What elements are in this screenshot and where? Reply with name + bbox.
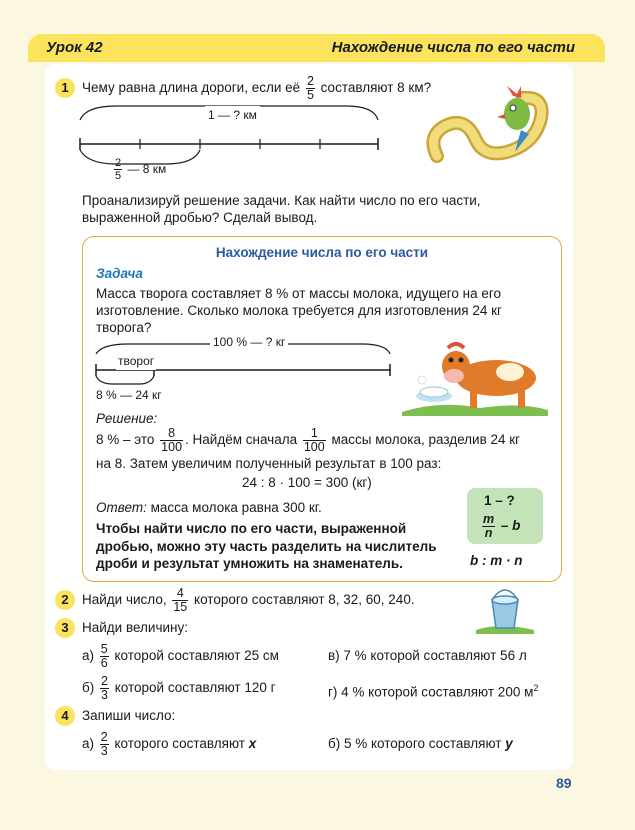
task-1-fraction [306,75,315,102]
milk-total-label: 100 % — ? кг [210,333,288,351]
task-1-question-end: составляют 8 км? [320,80,432,95]
task-3-item-b [82,674,276,702]
cow-spot [496,363,524,381]
road-part-value: — 8 км [127,162,167,176]
task-3-a-fraction [100,643,109,670]
fraction-denominator: 3 [100,743,108,758]
task-3-item-v: в) 7 % которой составляют 56 л [328,648,527,663]
conclusion-line-3: дроби и результат умножить на знаменатель. [96,556,403,571]
lesson-header [28,34,605,62]
solution-text-b: . Найдём сначала [185,432,298,447]
solution-line-1 [96,426,520,454]
formula-fraction [482,513,495,540]
item-text: которой составляют 25 см [114,648,279,663]
fraction-denominator: 3 [101,687,108,702]
lesson-topic: Нахождение числа по его части [331,39,575,56]
task-3-text: Найди величину: [82,620,188,635]
lesson-number: Урок 42 [46,39,103,56]
conclusion-line-1: Чтобы найти число по его части, выраженной [96,521,407,536]
task-1-question-start: Чему равна длина дороги, если её [82,80,301,95]
fraction-numerator: 2 [306,73,314,88]
task-1-question [82,74,431,102]
item-text: б) 5 % которого составляют [328,736,502,751]
fraction-denominator: 100 [303,439,325,454]
answer-line [96,499,322,517]
cow-eye [459,358,464,363]
formula-bottom: b : m · n [470,553,523,568]
fraction-numerator: m [483,511,495,526]
task-1-instruction-line-2: выраженной дробью? Сделай вывод. [82,210,318,225]
fraction-numerator: 2 [101,673,108,688]
road-part-label [112,156,166,182]
fraction-numerator: 8 [160,427,183,441]
task-3-item-g [328,679,538,702]
parrot-crest [507,86,521,98]
item-text: г) 4 % которой составляют 200 м [328,684,534,700]
item-label: б) [82,680,95,695]
cow-eye [449,358,454,363]
task-2-number: 2 [55,590,75,610]
cow-illustration [400,336,550,416]
variable-x: x [248,736,257,751]
parrot-eye [510,105,516,111]
rule-title: Нахождение числа по его части [215,245,429,260]
fraction-denominator: 100 [161,439,183,454]
conclusion-line-2: дробью, можно эту часть разделить на числитель [96,539,437,554]
flower-icon [418,376,426,384]
fraction-numerator: 2 [115,157,122,170]
fraction-numerator: 5 [100,641,108,656]
milk-part-name: творог [118,354,155,368]
problem-line-2: изготовление. Сколько молока требуется для изготовления 24 кг [96,303,502,318]
cow-leg [518,390,525,408]
solution-label: Решение: [96,411,158,426]
solution-text-c: массы молока, разделив 24 кг [331,432,521,447]
problem-line-3: творога? [96,320,152,335]
fraction-denominator: 6 [100,655,108,670]
fraction-numerator: 2 [100,729,108,744]
bucket-rim [492,596,518,604]
task-1-instruction-line-1: Проанализируй решение задачи. Как найти число по его части, [82,193,481,208]
solution-fraction-1 [160,427,183,454]
task-3-b-fraction [100,675,109,702]
cottage-cheese [420,387,448,397]
solution-text-a: 8 % – это [96,432,155,447]
task-3-number: 3 [55,618,75,638]
cow-bow [448,344,464,348]
cow-muzzle [444,369,464,383]
road-total-label: 1 — ? км [205,106,260,124]
cow-leg [470,390,477,408]
task-4-item-b [328,735,513,753]
milk-part-label: 8 % — 24 кг [96,388,162,402]
task-2-text [82,586,415,614]
item-label: а) [82,736,95,751]
fraction-denominator: 5 [306,87,314,102]
page-number: 89 [556,775,572,791]
task-2-text-end: которого составляют 8, 32, 60, 240. [194,592,415,607]
unit-exponent: 2 [533,683,539,693]
milk-part-brace [96,376,154,384]
task-4-number: 4 [55,706,75,726]
item-text: которой составляют 120 г [114,680,276,695]
parrot-beak [497,114,505,119]
answer-text: масса молока равна 300 кг. [150,500,322,515]
fraction-denominator: n [484,525,493,540]
snake-parrot-illustration [425,86,565,186]
parrot-body [504,98,530,130]
task-4-text: Запиши число: [82,708,176,723]
item-label: а) [82,648,95,663]
bucket-illustration [470,586,540,634]
problem-label: Задача [96,266,143,281]
problem-line-1: Масса творога составляет 8 % от массы молока, идущего на его [96,286,502,301]
answer-label: Ответ: [96,500,147,515]
task-2-fraction [172,587,188,614]
task-3-item-a [82,642,279,670]
task-4-item-a [82,730,256,758]
fraction-denominator: 5 [115,170,122,183]
solution-line-2: на 8. Затем увеличим полученный результат в 100 раз: [96,456,442,471]
task-2-text-start: Найди число, [82,592,167,607]
task-4-a-fraction [100,731,109,758]
road-part-fraction [114,157,122,182]
formula-middle [480,512,520,540]
fraction-numerator: 4 [172,587,188,601]
fraction-numerator: 1 [303,427,326,441]
variable-y: y [505,736,513,751]
solution-equation: 24 : 8 · 100 = 300 (кг) [242,475,372,490]
fraction-denominator: 15 [173,599,188,614]
formula-top: 1 – ? [484,493,515,508]
item-text: которого составляют [114,736,245,751]
formula-right: – b [500,518,521,533]
task-1-number: 1 [55,78,75,98]
solution-fraction-2 [303,427,326,454]
